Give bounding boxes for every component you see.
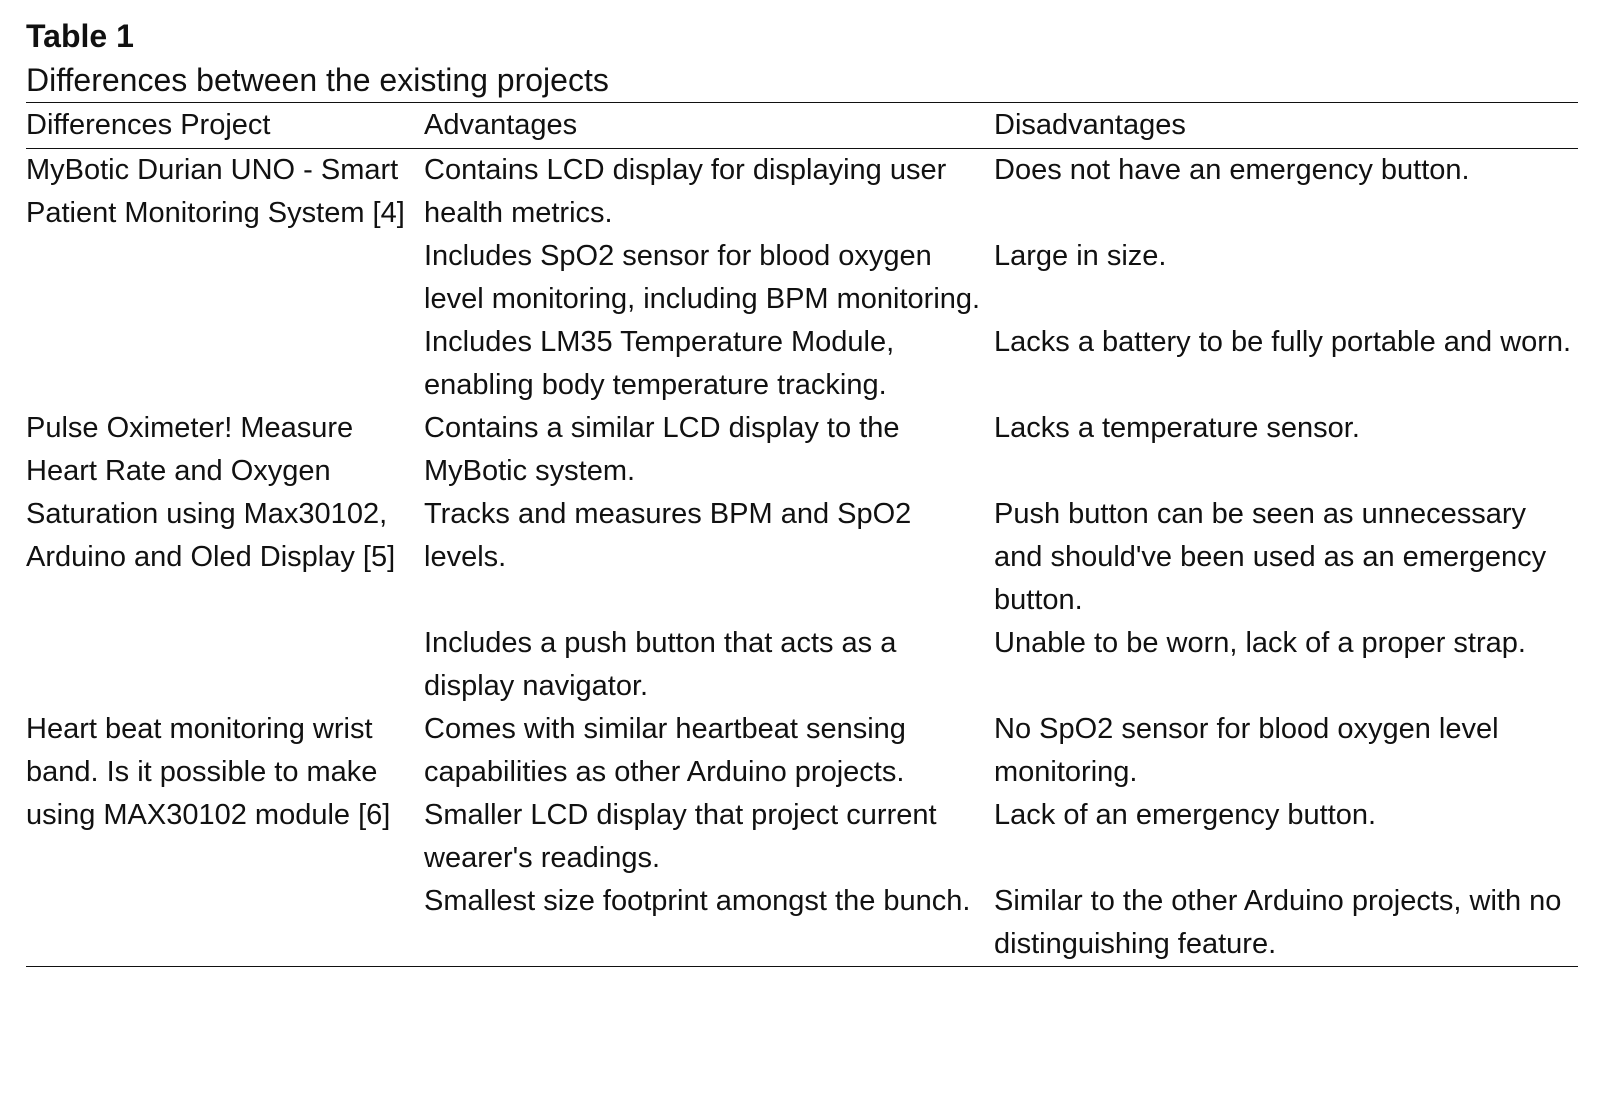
column-header-project: Differences Project <box>26 109 271 141</box>
advantage-cell: Comes with similar heartbeat sensing capabilities as other Arduino projects. <box>424 713 906 788</box>
disadvantage-cell: Push button can be seen as unnecessary and should've been used as an emergency button. <box>994 498 1547 616</box>
advantage-cell: Contains LCD display for displaying user health metrics. <box>424 154 947 229</box>
disadvantage-cell: Lacks a battery to be fully portable and worn. <box>994 326 1572 358</box>
project-cell: Pulse Oximeter! Measure Heart Rate and Oxygen Saturation using Max30102, Arduino and Oled Display [5] <box>26 412 396 573</box>
table-row <box>26 708 1578 794</box>
disadvantage-cell: Similar to the other Arduino projects, with no distinguishing feature. <box>994 885 1562 960</box>
comparison-table <box>26 103 1578 148</box>
advantage-cell: Smallest size footprint amongst the bunch. <box>424 885 971 917</box>
advantage-cell: Contains a similar LCD display to the MyBotic system. <box>424 412 900 487</box>
bottom-rule <box>26 966 1578 967</box>
advantage-cell: Includes SpO2 sensor for blood oxygen level monitoring, including BPM monitoring. <box>424 240 981 315</box>
disadvantage-cell: Unable to be worn, lack of a proper strap. <box>994 627 1526 659</box>
column-header-advantages: Advantages <box>424 109 578 141</box>
advantage-cell: Includes a push button that acts as a display navigator. <box>424 627 897 702</box>
table-document <box>26 14 1578 967</box>
table-row <box>26 407 1578 493</box>
disadvantage-cell: Lacks a temperature sensor. <box>994 412 1360 444</box>
column-header-disadvantages: Disadvantages <box>994 109 1186 141</box>
disadvantage-cell: Large in size. <box>994 240 1167 272</box>
project-cell: Heart beat monitoring wrist band. Is it possible to make using MAX30102 module [6] <box>26 713 391 831</box>
table-row <box>26 149 1578 235</box>
table-label: Table 1 <box>26 18 134 54</box>
disadvantage-cell: Lack of an emergency button. <box>994 799 1377 831</box>
disadvantage-cell: Does not have an emergency button. <box>994 154 1470 186</box>
disadvantage-cell: No SpO2 sensor for blood oxygen level monitoring. <box>994 713 1499 788</box>
project-cell: MyBotic Durian UNO - Smart Patient Monitoring System [4] <box>26 154 405 229</box>
comparison-table-body <box>26 149 1578 966</box>
header-row <box>26 103 1578 148</box>
advantage-cell: Smaller LCD display that project current wearer's readings. <box>424 799 937 874</box>
advantage-cell: Includes LM35 Temperature Module, enabling body temperature tracking. <box>424 326 895 401</box>
table-caption: Differences between the existing projects <box>26 62 609 98</box>
advantage-cell: Tracks and measures BPM and SpO2 levels. <box>424 498 912 573</box>
